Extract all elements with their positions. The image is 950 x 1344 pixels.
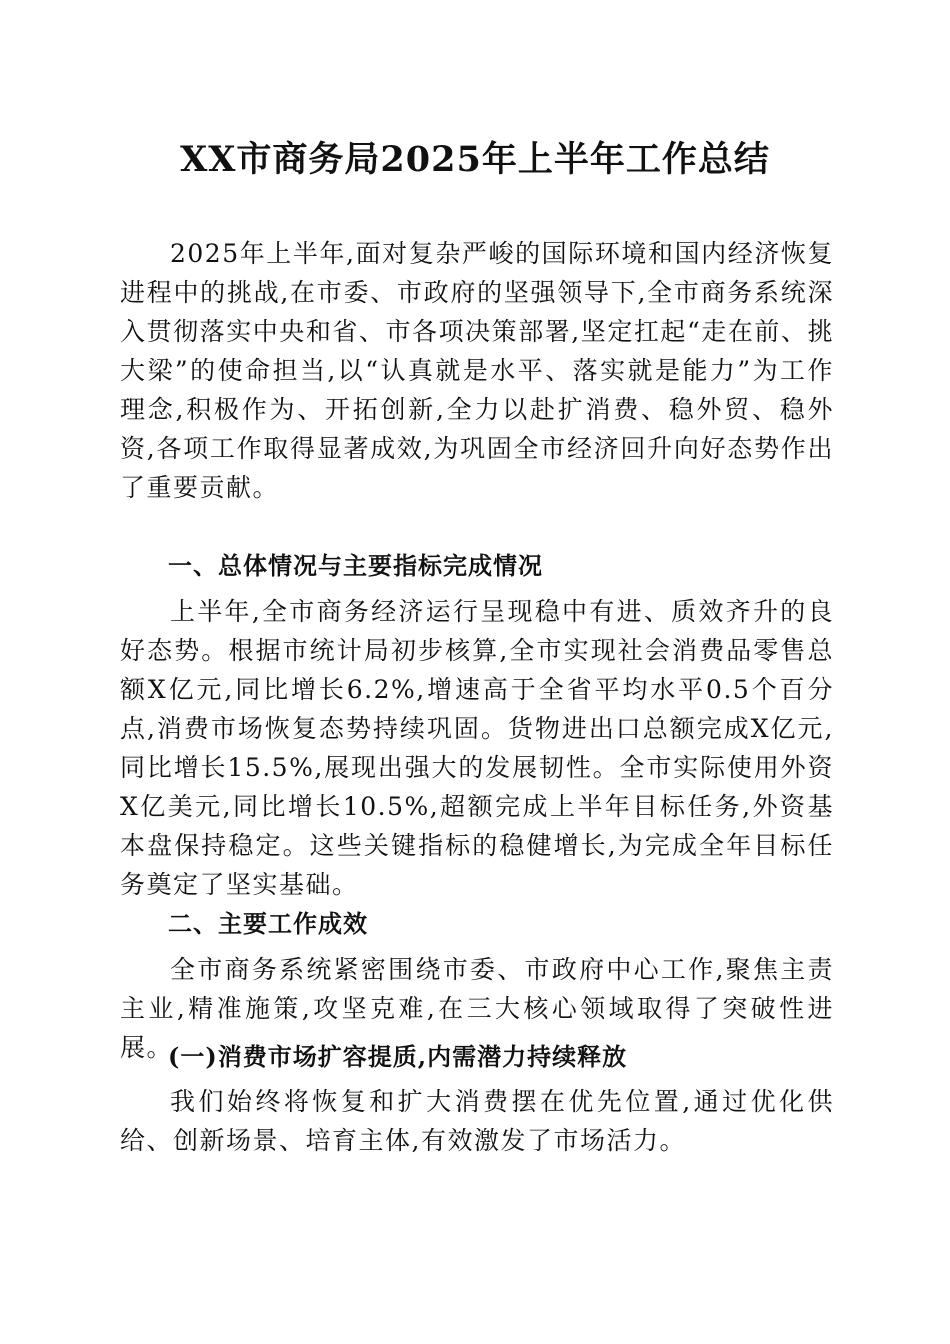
document-title: XX市商务局2025年上半年工作总结 — [180, 139, 770, 180]
consumption-paragraph: 我们始终将恢复和扩大消费摆在优先位置,通过优化供给、创新场景、培育主体,有效激发了市场活力。 — [120, 1087, 834, 1155]
intro-paragraph: 2025年上半年,面对复杂严峻的国际环境和国内经济恢复进程中的挑战,在市委、市政府的坚强领导下,全市商务系统深入贯彻落实中央和省、市各项决策部署,坚定扛起“走在前、挑大梁”的使命担当,以“认真就是水平、落实就是能力”为工作理念,积极作为、开拓创新,全力以赴扩消费、稳外贸、稳外资,各项工作取得显著成效,为巩固全市经济回升向好态势作出了重要贡献。 — [120, 239, 834, 502]
subsection-heading-consumption: (一)消费市场扩容提质,内需潜力持续释放 — [168, 1042, 628, 1071]
overview-paragraph: 上半年,全市商务经济运行呈现稳中有进、质效齐升的良好态势。根据市统计局初步核算,全市实现社会消费品零售总额X亿元,同比增长6.2%,增速高于全省平均水平0.5个百分点,消费市场恢复态势持续巩固。货物进出口总额完成X亿元,同比增长15.5%,展现出强大的发展韧性。全市实际使用外资X亿美元,同比增长10.5%,超额完成上半年目标任务,外资基本盘保持稳定。这些关键指标的稳健增长,为完成全年目标任务奠定了坚实基础。 — [120, 597, 834, 899]
achievements-paragraph: 全市商务系统紧密围绕市委、市政府中心工作,聚焦主责主业,精准施策,攻坚克难,在三大核心领域取得了突破性进展。 — [120, 955, 834, 1062]
section-heading-overview: 一、总体情况与主要指标完成情况 — [168, 552, 543, 580]
section-heading-achievements: 二、主要工作成效 — [168, 910, 368, 938]
